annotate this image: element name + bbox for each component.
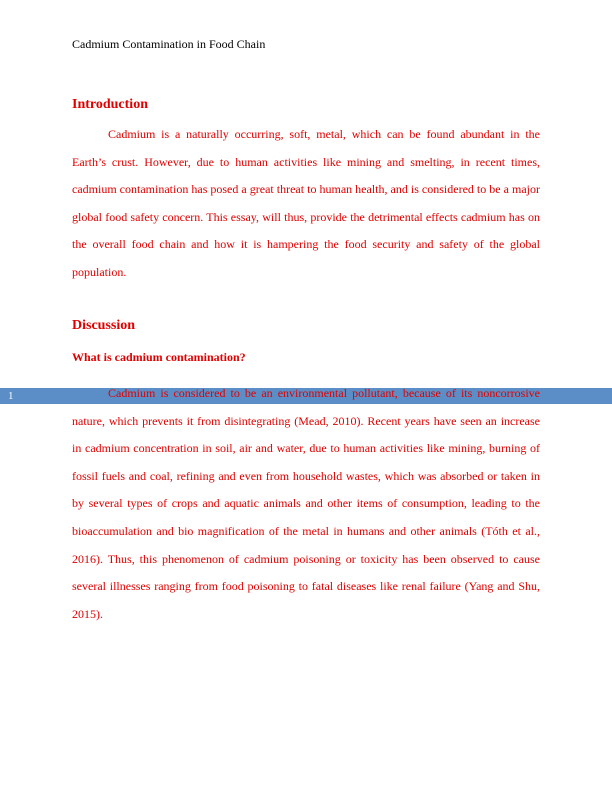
discussion-paragraph: Cadmium is considered to be an environmental pollutant, because of its noncorrosive nature, which prevents it from disintegrating (Mead, 2010). Recent years have seen an increase in cadmium concentration in soil, air and water, due to human activities like mining, burning of fossil fuels and coal, refining and even from household wastes, which was absorbed or taken in by several types of crops and aquatic animals and other items of consumption, leading to the bioaccumulation and bio magnification of the metal in humans and other animals (Tóth et al., 2016). Thus, this phenomenon of cadmium poisoning or toxicity has been observed to cause several illnesses ranging from food poisoning to fatal diseases like renal failure (Yang and Shu, 2015). <box>72 386 540 621</box>
section-heading-introduction: Introduction <box>72 97 148 112</box>
subheading-cadmium-contamination: What is cadmium contamination? <box>72 350 246 364</box>
running-head: Cadmium Contamination in Food Chain <box>72 37 266 51</box>
line-number: 1 <box>8 390 14 402</box>
introduction-paragraph: Cadmium is a naturally occurring, soft, metal, which can be found abundant in the Earth’s crust. However, due to human activities like mining and smelting, in recent times, cadmium contamination has posed a great threat to human health, and is considered to be a major global food safety concern. This essay, will thus, provide the detrimental effects cadmium has on the overall food chain and how it is hampering the food security and safety of the global population. <box>72 127 540 279</box>
section-heading-discussion: Discussion <box>72 318 136 333</box>
